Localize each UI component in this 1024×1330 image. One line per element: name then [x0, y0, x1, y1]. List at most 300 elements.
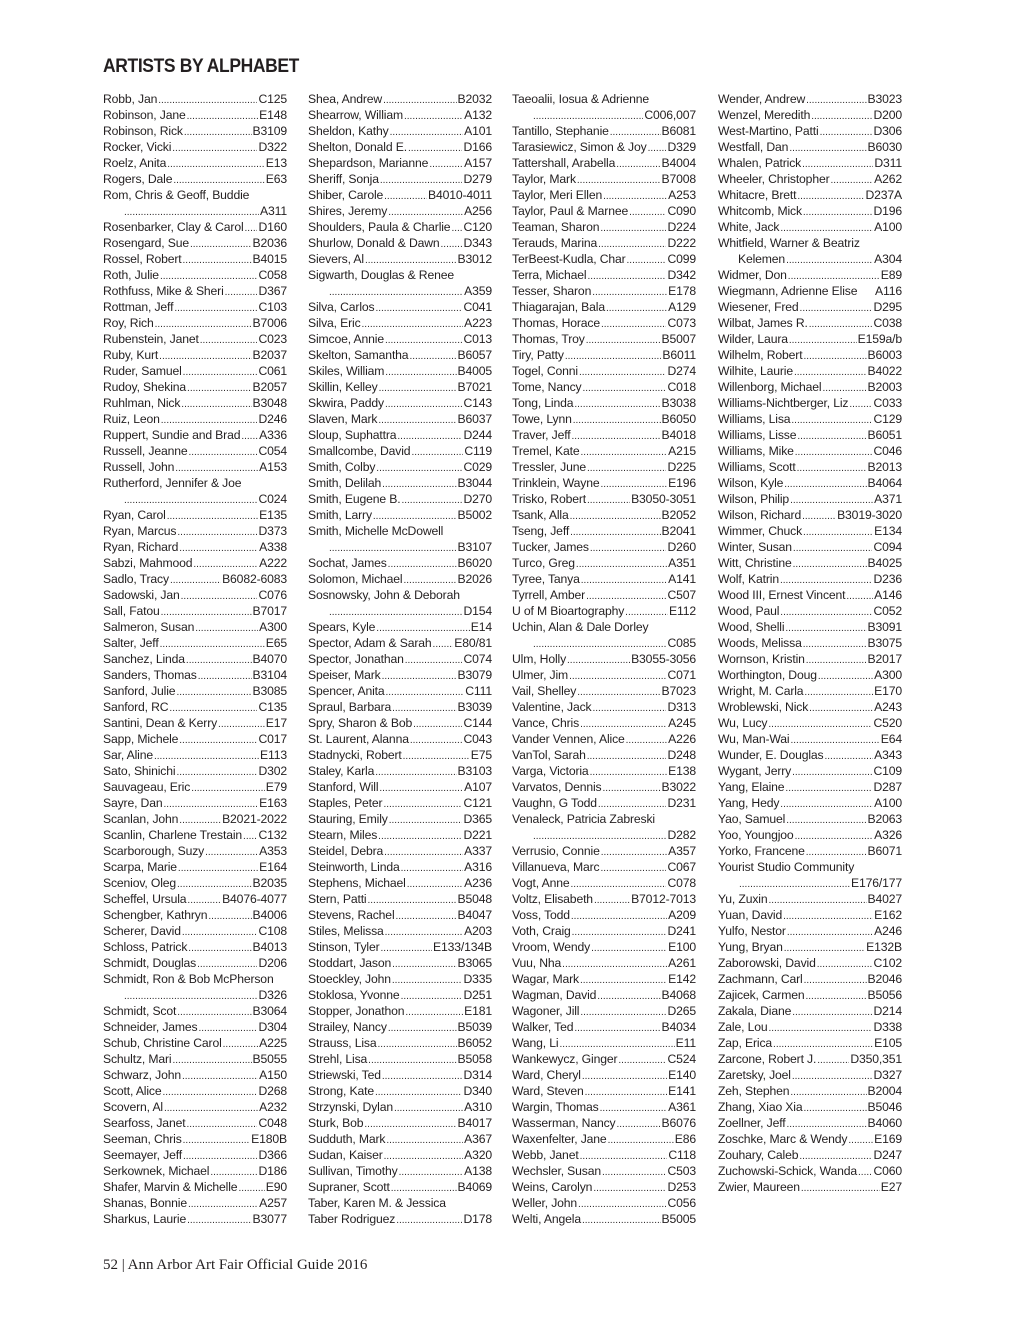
booth-number: B5002 [457, 508, 492, 522]
artist-name: Tome, Nancy [512, 380, 582, 394]
artist-entry [103, 235, 287, 251]
artist-entry [103, 395, 287, 411]
artist-entry [308, 811, 492, 827]
booth-number: B2026 [457, 572, 492, 586]
artist-name: Sadowski, Jan [103, 588, 180, 602]
artist-entry [718, 1019, 902, 1035]
artist-name: Whitcomb, Mick [718, 204, 802, 218]
artist-entry [103, 251, 287, 267]
leader-dots [610, 125, 661, 139]
artist-entry [103, 667, 287, 683]
artist-name: Steinworth, Linda [308, 860, 400, 874]
artist-entry [512, 859, 696, 875]
artist-name: Zarcone, Robert J. [718, 1052, 817, 1066]
leader-dots [186, 1117, 257, 1131]
artist-name: Wargin, Thomas [512, 1100, 599, 1114]
booth-number: A232 [259, 1100, 287, 1114]
artist-name: Rudoy, Shekina [103, 380, 187, 394]
leader-dots [173, 173, 264, 187]
artist-name: Yang, Elaine [718, 780, 785, 794]
artist-entry [718, 635, 902, 651]
booth-number: B4068 [661, 988, 696, 1002]
leader-dots [167, 509, 258, 523]
leader-dots [799, 1149, 872, 1163]
artist-name: Zeh, Stephen [718, 1084, 790, 1098]
artist-entry [308, 219, 492, 235]
artist-name: Sudduth, Mark [308, 1132, 386, 1146]
artist-name: Whitfield, Warner & Beatriz [718, 236, 860, 250]
artist-entry [512, 267, 696, 283]
leader-dots [600, 221, 666, 235]
artist-name: Valentine, Jack [512, 700, 592, 714]
leader-dots [380, 173, 463, 187]
booth-number: A336 [259, 428, 287, 442]
booth-number: B7008 [661, 172, 696, 186]
booth-number: E100 [668, 940, 696, 954]
artist-entry [308, 523, 492, 539]
artist-name: Walker, Ted [512, 1020, 574, 1034]
artist-name: Yulfo, Nestor [718, 924, 786, 938]
artist-entry [512, 683, 696, 699]
artist-name: Supraner, Scott [308, 1180, 390, 1194]
leader-dots [174, 301, 257, 315]
leader-dots [570, 877, 666, 891]
artist-entry [512, 715, 696, 731]
booth-number: B2036 [252, 236, 287, 250]
artist-entry [512, 379, 696, 395]
leader-dots [205, 845, 258, 859]
booth-number: B6071 [867, 844, 902, 858]
leader-dots [806, 653, 867, 667]
artist-name: Tressler, June [512, 460, 586, 474]
leader-dots [200, 333, 258, 347]
booth-number: D186 [258, 1164, 287, 1178]
booth-number: C520 [873, 716, 902, 730]
leader-dots [586, 333, 661, 347]
leader-dots [179, 541, 258, 555]
artist-entry [718, 811, 902, 827]
leader-dots [582, 1069, 667, 1083]
artist-name: Yuan, David [718, 908, 783, 922]
booth-number: A243 [874, 700, 902, 714]
booth-number: B7017 [252, 604, 287, 618]
artist-entry [512, 923, 696, 939]
booth-number: B4047 [457, 908, 492, 922]
booth-number: A262 [874, 172, 902, 186]
artist-entry [103, 507, 287, 523]
artist-entry [103, 443, 287, 459]
leader-dots [559, 1037, 674, 1051]
artist-name: Skwira, Paddy [308, 396, 384, 410]
leader-dots [597, 989, 660, 1003]
artist-entry [512, 203, 696, 219]
leader-dots [598, 797, 667, 811]
artist-name: Ruhlman, Nick [103, 396, 181, 410]
booth-number: B3109 [252, 124, 287, 138]
artist-entry [718, 203, 902, 219]
booth-number: A353 [259, 844, 287, 858]
artist-entry [308, 859, 492, 875]
artist-name: Stearn, Miles [308, 828, 378, 842]
booth-number: E140 [668, 1068, 696, 1082]
booth-number: A116 [875, 284, 902, 298]
artist-entry [512, 811, 696, 827]
artist-name: Searfoss, Janet [103, 1116, 186, 1130]
booth-number: B6030 [867, 140, 902, 154]
artist-entry [103, 795, 287, 811]
artist-name: Smith, Colby [308, 460, 376, 474]
artist-entry [512, 331, 696, 347]
artist-name: Wilson, Kyle [718, 476, 784, 490]
artist-name: Thomas, Horace [512, 316, 600, 330]
artist-entry [103, 1099, 287, 1115]
artist-entry [103, 539, 287, 555]
artist-name: Sanford, Julie [103, 684, 176, 698]
leader-dots [582, 1213, 661, 1227]
booth-number: B3022 [661, 780, 696, 794]
leader-dots [408, 141, 463, 155]
booth-number: E178 [668, 284, 696, 298]
leader-dots [397, 429, 462, 443]
artist-name: Thomas, Troy [512, 332, 585, 346]
artist-entry [308, 283, 492, 299]
booth-number: A138 [464, 1164, 492, 1178]
leader-dots [382, 669, 457, 683]
artist-entry [103, 763, 287, 779]
booth-number: D248 [667, 748, 696, 762]
leader-dots [806, 845, 867, 859]
leader-dots [238, 1181, 264, 1195]
artist-name: Zajicek, Carmen [718, 988, 805, 1002]
booth-number: B2046 [867, 972, 902, 986]
booth-number: B5039 [457, 1020, 492, 1034]
artist-entry [512, 891, 696, 907]
artist-name: Willenborg, Michael [718, 380, 822, 394]
artist-name: Woods, Melissa [718, 636, 802, 650]
booth-number: A107 [464, 780, 492, 794]
leader-dots [167, 157, 265, 171]
leader-dots [600, 477, 667, 491]
leader-dots [183, 365, 258, 379]
leader-dots [824, 749, 873, 763]
artist-name: Stoeckley, John [308, 972, 391, 986]
leader-dots [175, 461, 258, 475]
artist-entry [308, 635, 492, 651]
booth-number: E14 [470, 620, 492, 634]
artist-name: Seeman, Chris [103, 1132, 182, 1146]
artist-name: Schmidt, Ron & Bob McPherson [103, 972, 274, 986]
leader-dots [399, 1165, 464, 1179]
artist-entry [718, 683, 902, 699]
artist-name: Yourist Studio Community [718, 860, 855, 874]
booth-number: B4006 [252, 908, 287, 922]
artist-entry [103, 491, 287, 507]
leader-dots [574, 397, 660, 411]
artist-name: Taber, Karen M. & Jessica [308, 1196, 446, 1210]
artist-name: Tarasiewicz, Simon & Joy [512, 140, 647, 154]
artist-name: Tiry, Patty [512, 348, 564, 362]
booth-number: C017 [258, 732, 287, 746]
leader-dots [187, 109, 259, 123]
artist-name: Stiles, Melissa [308, 924, 384, 938]
leader-dots [795, 829, 874, 843]
booth-number: C041 [463, 300, 492, 314]
leader-dots [176, 685, 251, 699]
leader-dots [803, 637, 867, 651]
artist-name: Stevens, Rachel [308, 908, 395, 922]
leader-dots [378, 1037, 457, 1051]
artist-name: Zuchowski-Schick, Wanda [718, 1164, 858, 1178]
artist-entry [103, 219, 287, 235]
leader-dots [578, 1197, 666, 1211]
booth-number: B2013 [867, 460, 902, 474]
artist-name: Tong, Linda [512, 396, 574, 410]
artist-name: Wagman, David [512, 988, 597, 1002]
artist-name: Winter, Susan [718, 540, 792, 554]
leader-dots [626, 733, 667, 747]
artist-entry [103, 139, 287, 155]
booth-number: B5005 [661, 1212, 696, 1226]
leader-dots [577, 685, 660, 699]
leader-dots [375, 301, 462, 315]
leader-dots [329, 541, 457, 555]
booth-number: C120 [463, 220, 492, 234]
artist-name: Ruppert, Sundie and Brad [103, 428, 241, 442]
artist-name: Williams, Scott [718, 460, 796, 474]
artist-name: Sturk, Bob [308, 1116, 364, 1130]
leader-dots [627, 253, 667, 267]
artist-entry [512, 1115, 696, 1131]
leader-dots [404, 109, 463, 123]
leader-dots [802, 157, 873, 171]
booth-number: D231 [667, 796, 696, 810]
booth-number: E17 [265, 716, 287, 730]
booth-number: B2004 [867, 1084, 902, 1098]
artist-entry [718, 891, 902, 907]
leader-dots [159, 349, 251, 363]
artist-entry [308, 763, 492, 779]
booth-number: B6051 [867, 428, 902, 442]
artist-name: Roy, Rich [103, 316, 154, 330]
booth-number: B5056 [867, 988, 902, 1002]
booth-number: B4060 [867, 1116, 902, 1130]
artist-name: Skillin, Kelley [308, 380, 378, 394]
leader-dots [243, 829, 257, 843]
artist-entry [103, 363, 287, 379]
artist-name: Wilbat, James R. [718, 316, 808, 330]
booth-number: D160 [258, 220, 287, 234]
leader-dots [581, 445, 668, 459]
artist-entry [718, 843, 902, 859]
artist-entry [718, 427, 902, 443]
artist-name: Robinson, Rick [103, 124, 183, 138]
artist-entry [308, 171, 492, 187]
leader-dots [823, 381, 867, 395]
booth-number: B7021 [457, 380, 492, 394]
booth-number: D196 [873, 204, 902, 218]
artist-name: Solomon, Michael [308, 572, 403, 586]
booth-number: D367 [258, 284, 287, 298]
leader-dots [163, 1085, 258, 1099]
artist-entry [103, 843, 287, 859]
artist-entry [308, 347, 492, 363]
artist-name: Tattershall, Arabella [512, 156, 616, 170]
artist-entry [512, 939, 696, 955]
leader-dots [789, 141, 866, 155]
artist-name: Silva, Carlos [308, 300, 375, 314]
leader-dots [579, 365, 667, 379]
artist-entry [718, 139, 902, 155]
booth-number: C048 [258, 1116, 287, 1130]
artist-entry [308, 539, 492, 555]
booth-number: E112 [669, 604, 696, 618]
booth-number: A351 [668, 556, 696, 570]
artist-entry [718, 539, 902, 555]
booth-number: B3104 [252, 668, 287, 682]
leader-dots [373, 509, 457, 523]
leader-dots [793, 541, 873, 555]
booth-number: A236 [464, 876, 492, 890]
booth-number: C099 [667, 252, 696, 266]
artist-entry [308, 203, 492, 219]
artist-entry [103, 1003, 287, 1019]
artist-entry [103, 283, 287, 299]
booth-number: B6050 [661, 412, 696, 426]
artist-name: Terra, Michael [512, 268, 587, 282]
leader-dots [805, 989, 866, 1003]
booth-number: E162 [874, 908, 902, 922]
booth-number: B3085 [252, 684, 287, 698]
artist-entry [512, 907, 696, 923]
leader-dots [594, 893, 630, 907]
artist-entry [308, 1115, 492, 1131]
leader-dots [441, 237, 463, 251]
booth-number: D342 [667, 268, 696, 282]
artist-entry [103, 1211, 287, 1227]
booth-number: B4034 [661, 1020, 696, 1034]
leader-dots [405, 1005, 463, 1019]
artist-entry [512, 827, 696, 843]
artist-name: Tsank, Alla [512, 508, 569, 522]
leader-dots [223, 1037, 258, 1051]
artist-name: Roth, Julie [103, 268, 159, 282]
artist-entry [308, 1035, 492, 1051]
leader-dots [797, 429, 866, 443]
booth-number: B6081 [661, 124, 696, 138]
leader-dots [382, 1069, 463, 1083]
leader-dots [188, 941, 251, 955]
booth-number: A300 [874, 668, 902, 682]
artist-name: West-Martino, Patti [718, 124, 819, 138]
artist-entry [103, 1035, 287, 1051]
leader-dots [172, 141, 257, 155]
booth-number: E169 [874, 1132, 902, 1146]
artist-name: Schloss, Patrick [103, 940, 188, 954]
booth-number: A222 [259, 556, 287, 570]
booth-number: E159a/b [857, 332, 902, 346]
booth-number: D343 [463, 236, 492, 250]
artist-name: Smith, Delilah [308, 476, 382, 490]
booth-number: D338 [873, 1020, 902, 1034]
artist-name: Thiagarajan, Bala [512, 300, 605, 314]
leader-dots [376, 621, 469, 635]
artist-name: Staples, Peter [308, 796, 383, 810]
artist-entry [308, 1163, 492, 1179]
booth-number: B3050-3051 [631, 492, 696, 506]
artist-name: Sall, Fatou [103, 604, 160, 618]
artist-entry [308, 1147, 492, 1163]
booth-number: C061 [258, 364, 287, 378]
artist-name: Tseng, Jeff [512, 524, 570, 538]
booth-number: C073 [667, 316, 696, 330]
artist-entry [103, 155, 287, 171]
booth-number: E141 [668, 1084, 696, 1098]
leader-dots [785, 621, 866, 635]
artist-entry [308, 795, 492, 811]
artist-name: Shelton, Donald E. [308, 140, 407, 154]
artist-name: Zwier, Maureen [718, 1180, 800, 1194]
leader-dots [183, 1149, 257, 1163]
artist-name: Smallcombe, David [308, 444, 411, 458]
booth-number: E142 [668, 972, 696, 986]
booth-number: D306 [873, 124, 902, 138]
leader-dots [368, 1053, 456, 1067]
artist-name: Shires, Jeremy [308, 204, 388, 218]
artist-entry [308, 395, 492, 411]
artist-name: Stern, Patti [308, 892, 367, 906]
leader-dots [378, 829, 462, 843]
leader-dots [383, 93, 456, 107]
leader-dots [791, 733, 880, 747]
artist-name: Welti, Angela [512, 1212, 581, 1226]
artist-entry [512, 155, 696, 171]
artist-entry [308, 939, 492, 955]
artist-entry [308, 315, 492, 331]
artist-name: Scarpa, Marie [103, 860, 177, 874]
artist-name: Ulm, Holly [512, 652, 567, 666]
artist-entry [512, 235, 696, 251]
artist-entry [718, 395, 902, 411]
artist-entry [308, 587, 492, 603]
leader-dots [160, 637, 265, 651]
artist-name: Shurlow, Donald & Dawn [308, 236, 440, 250]
artist-entry [512, 699, 696, 715]
booth-number: C078 [667, 876, 696, 890]
artist-name: Sabzi, Mahmood [103, 556, 193, 570]
booth-number: E196 [668, 476, 696, 490]
artist-name: Shepardson, Marianne [308, 156, 429, 170]
leader-dots [606, 301, 667, 315]
artist-name: Santini, Dean & Kerry [103, 716, 218, 730]
artist-entry [718, 1099, 902, 1115]
artist-entry [308, 699, 492, 715]
artist-entry [512, 427, 696, 443]
booth-number: B3044 [457, 476, 492, 490]
artist-name: Rottman, Jeff [103, 300, 174, 314]
artist-entry [308, 651, 492, 667]
artist-name: Zoellner, Jeff [718, 1116, 786, 1130]
booth-number: E79 [265, 780, 287, 794]
booth-number: A359 [464, 284, 492, 298]
artist-entry [308, 107, 492, 123]
leader-dots [592, 285, 667, 299]
artist-name: Schwarz, John [103, 1068, 181, 1082]
artist-name: Verrusio, Connie [512, 844, 600, 858]
booth-number: B2021-2022 [222, 812, 287, 826]
artist-name: Wang, Li [512, 1036, 559, 1050]
artist-entry [512, 411, 696, 427]
artist-name: Rubenstein, Janet [103, 332, 199, 346]
